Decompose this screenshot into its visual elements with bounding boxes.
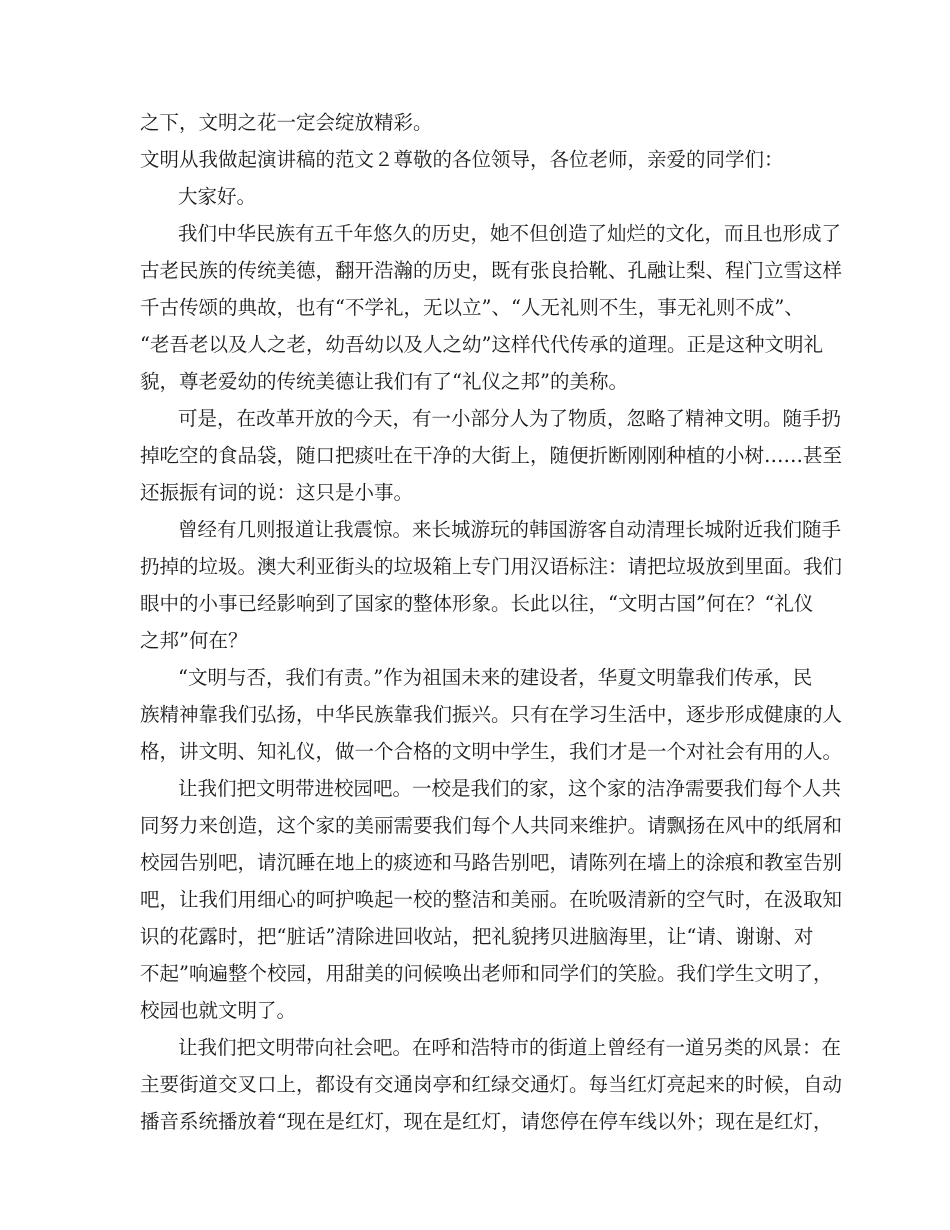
text-line: 之邦”何在？ — [140, 629, 248, 652]
text-line: 族精神靠我们弘扬，中华民族靠我们振兴。只有在学习生活中，逐步形成健康的人 — [140, 703, 843, 726]
text-line: 播音系统播放着“现在是红灯，现在是红灯，请您停在停车线以外；现在是红灯， — [140, 1110, 833, 1133]
text-line: 掉吃空的食品袋，随口把痰吐在干净的大街上，随便折断刚刚种植的小树……甚至 — [140, 444, 843, 467]
text-line: 让我们把文明带进校园吧。一校是我们的家，这个家的洁净需要我们每个人共 — [178, 777, 842, 800]
text-line: “老吾老以及人之老，幼吾幼以及人之幼”这样代代传承的道理。正是这种文明礼 — [140, 333, 823, 356]
text-line: 吧，让我们用细心的呵护唤起一校的整洁和美丽。在吮吸清新的空气时，在汲取知 — [140, 888, 843, 911]
text-line: 同努力来创造，这个家的美丽需要我们每个人共同来维护。请飘扬在风中的纸屑和 — [140, 814, 843, 837]
text-line: 之下，文明之花一定会绽放精彩。 — [140, 111, 433, 134]
text-line: 识的花露时，把“脏话”清除进回收站，把礼貌拷贝进脑海里，让“请、谢谢、对 — [140, 925, 814, 948]
text-line: 扔掉的垃圾。澳大利亚街头的垃圾箱上专门用汉语标注：请把垃圾放到里面。我们 — [140, 555, 843, 578]
text-line: 主要街道交叉口上，都设有交通岗亭和红绿交通灯。每当红灯亮起来的时候，自动 — [140, 1073, 843, 1096]
text-line: 古老民族的传统美德，翻开浩瀚的历史，既有张良拾靴、孔融让梨、程门立雪这样 — [140, 259, 843, 282]
text-line: 貌，尊老爱幼的传统美德让我们有了“礼仪之邦”的美称。 — [140, 370, 628, 393]
text-line: 千古传颂的典故，也有“不学礼，无以立”、“人无礼则不生，事无礼则不成”、 — [140, 296, 804, 319]
text-line: 文明从我做起演讲稿的范文２尊敬的各位领导，各位老师，亲爱的同学们： — [140, 148, 784, 171]
text-line: 校园也就文明了。 — [140, 999, 297, 1022]
text-line: 眼中的小事已经影响到了国家的整体形象。长此以往，“文明古国”何在？“礼仪 — [140, 592, 814, 615]
text-line: 不起”响遍整个校园，用甜美的问候唤出老师和同学们的笑脸。我们学生文明了， — [140, 962, 833, 985]
text-line: 曾经有几则报道让我震惊。来长城游玩的韩国游客自动清理长城附近我们随手 — [178, 518, 842, 541]
text-line: 格，讲文明、知礼仪，做一个合格的文明中学生，我们才是一个对社会有用的人。 — [140, 740, 843, 763]
text-line: “文明与否，我们有责。”作为祖国未来的建设者，华夏文明靠我们传承，民 — [178, 666, 813, 689]
text-line: 让我们把文明带向社会吧。在呼和浩特市的街道上曾经有一道另类的风景：在 — [178, 1036, 842, 1059]
text-line: 我们中华民族有五千年悠久的历史，她不但创造了灿烂的文化，而且也形成了 — [178, 222, 842, 245]
text-line: 校园告别吧，请沉睡在地上的痰迹和马路告别吧，请陈列在墙上的涂痕和教室告别 — [140, 851, 843, 874]
text-line: 大家好。 — [178, 185, 257, 208]
text-line: 可是，在改革开放的今天，有一小部分人为了物质，忽略了精神文明。随手扔 — [178, 407, 842, 430]
text-line: 还振振有词的说：这只是小事。 — [140, 481, 414, 504]
